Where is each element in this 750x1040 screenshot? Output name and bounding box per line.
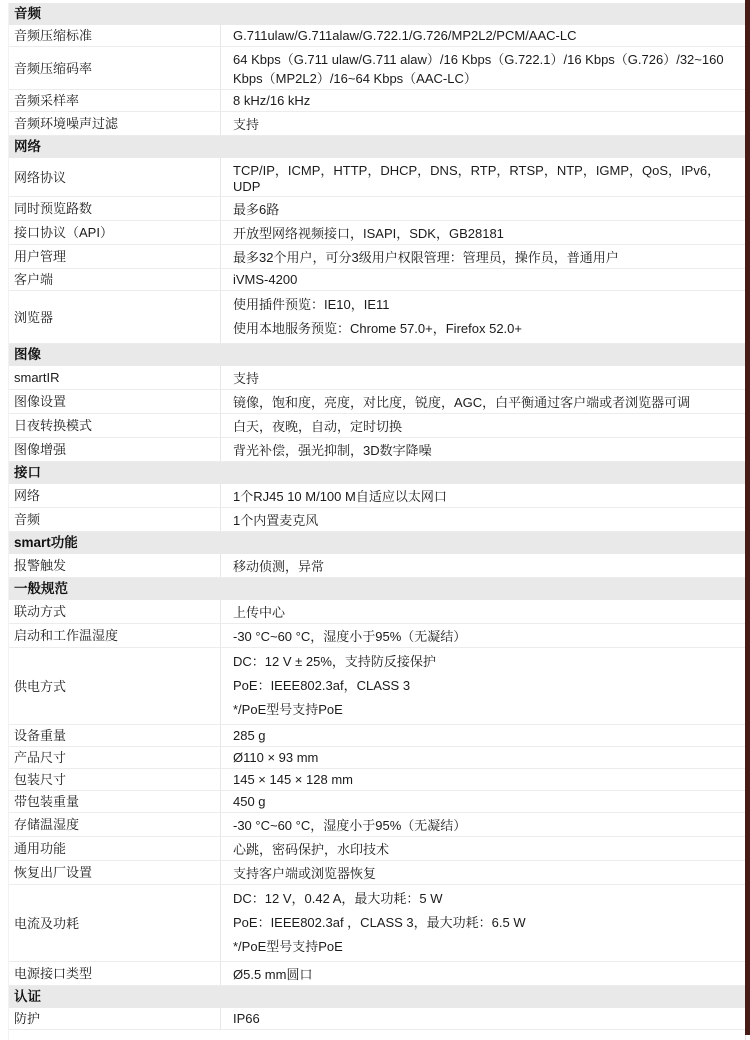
spec-row	[9, 245, 745, 269]
spec-value: 1个RJ45 10 M/100 M自适应以太网口	[220, 484, 745, 507]
spec-row	[9, 484, 745, 508]
spec-value	[220, 648, 745, 724]
page-edge-strip	[745, 0, 750, 1035]
spec-value-line: DC：12 V，0.42 A，最大功耗：5 W	[233, 891, 443, 906]
spec-label: 供电方式	[14, 678, 67, 694]
spec-value-line: 使用插件预览：IE10，IE11	[233, 297, 390, 312]
spec-value-line: 使用本地服务预览：Chrome 57.0+，Firefox 52.0+	[233, 321, 522, 336]
spec-value: Ø110 × 93 mm	[220, 747, 745, 768]
spec-value: 白天，夜晚，自动，定时切换	[220, 414, 745, 437]
section-header-certification: 认证	[9, 986, 745, 1008]
spec-value: 心跳，密码保护，水印技术	[220, 837, 745, 860]
spec-label: 网络协议	[14, 169, 67, 185]
section-header-interface: 接口	[9, 462, 745, 484]
spec-row	[9, 962, 745, 986]
spec-value: Ø5.5 mm圆口	[220, 962, 745, 985]
spec-value: 450 g	[220, 791, 745, 812]
spec-label: 图像增强	[14, 442, 67, 457]
spec-value: 支持	[220, 112, 745, 135]
spec-label: 包装尺寸	[14, 772, 67, 787]
spec-row	[9, 112, 745, 136]
spec-row	[9, 600, 745, 624]
spec-row	[9, 508, 745, 532]
section-header-general: 一般规范	[9, 578, 745, 600]
spec-row	[9, 366, 745, 390]
spec-label: 防护	[14, 1011, 41, 1026]
spec-label: smartIR	[14, 370, 60, 385]
spec-row	[9, 197, 745, 221]
spec-label: 音频采样率	[14, 93, 80, 108]
spec-value: 上传中心	[220, 600, 745, 623]
spec-value: 镜像，饱和度，亮度，对比度，锐度，AGC，白平衡通过客户端或者浏览器可调	[220, 390, 745, 413]
spec-value: 移动侦测，异常	[220, 554, 745, 577]
spec-row	[9, 291, 745, 344]
spec-value-line: PoE：IEEE802.3af ，CLASS 3，最大功耗：6.5 W	[233, 915, 526, 930]
spec-value: IP66	[220, 1008, 745, 1029]
spec-value: 支持客户端或浏览器恢复	[220, 861, 745, 884]
spec-label: 存储温湿度	[14, 817, 80, 832]
spec-label: 同时预览路数	[14, 201, 93, 216]
spec-value: 8 kHz/16 kHz	[220, 90, 745, 111]
spec-row	[9, 269, 745, 291]
spec-value: 支持	[220, 366, 745, 389]
spec-row	[9, 390, 745, 414]
table-tail-stub	[9, 1030, 745, 1040]
spec-value: G.711ulaw/G.711alaw/G.722.1/G.726/MP2L2/PCM/AAC-LC	[220, 25, 745, 46]
spec-value: 最多32个用户，可分3级用户权限管理：管理员，操作员，普通用户	[220, 245, 745, 268]
spec-value-line: DC：12 V ± 25%，支持防反接保护	[233, 654, 436, 669]
spec-label: 音频	[14, 512, 41, 527]
spec-row	[9, 25, 745, 47]
spec-value-line: */PoE型号支持PoE	[233, 939, 343, 954]
spec-row	[9, 414, 745, 438]
section-header-audio: 音频	[9, 3, 745, 25]
spec-row	[9, 725, 745, 747]
spec-label: 音频压缩标准	[14, 28, 93, 43]
spec-label: 启动和工作温湿度	[14, 628, 119, 643]
spec-label: 电流及功耗	[14, 915, 80, 931]
spec-row	[9, 813, 745, 837]
spec-label: 通用功能	[14, 841, 67, 856]
spec-row	[9, 769, 745, 791]
spec-label: 浏览器	[14, 309, 54, 325]
spec-row	[9, 158, 745, 197]
spec-value: iVMS-4200	[220, 269, 745, 290]
spec-label: 接口协议（API）	[14, 225, 113, 240]
spec-value: 64 Kbps（G.711 ulaw/G.711 alaw）/16 Kbps（G.722.1）/16 Kbps（G.726）/32~160 Kbps（MP2L2）/16~64 Kbps（AAC-LC）	[220, 47, 745, 89]
spec-value: 145 × 145 × 128 mm	[220, 769, 745, 790]
spec-row	[9, 791, 745, 813]
spec-value: 285 g	[220, 725, 745, 746]
spec-label: 恢复出厂设置	[14, 865, 93, 880]
spec-row	[9, 554, 745, 578]
spec-value: -30 °C~60 °C，湿度小于95%（无凝结）	[220, 624, 745, 647]
spec-row	[9, 221, 745, 245]
spec-row	[9, 837, 745, 861]
spec-label: 带包装重量	[14, 794, 80, 809]
spec-table	[8, 3, 746, 1040]
spec-value: 背光补偿，强光抑制，3D数字降噪	[220, 438, 745, 461]
spec-label: 音频压缩码率	[14, 60, 93, 76]
spec-label: 图像设置	[14, 394, 67, 409]
section-header-smart: smart功能	[9, 532, 745, 554]
spec-row	[9, 747, 745, 769]
spec-label: 网络	[14, 488, 41, 503]
spec-value	[220, 885, 745, 961]
section-header-network: 网络	[9, 136, 745, 158]
spec-value-line: PoE：IEEE802.3af，CLASS 3	[233, 678, 411, 693]
spec-value	[220, 291, 745, 343]
spec-row	[9, 648, 745, 725]
spec-row	[9, 1008, 745, 1030]
spec-row	[9, 861, 745, 885]
spec-label: 音频环境噪声过滤	[14, 116, 119, 131]
spec-label: 电源接口类型	[14, 966, 93, 981]
spec-label: 客户端	[14, 272, 54, 287]
spec-value: 开放型网络视频接口，ISAPI，SDK，GB28181	[220, 221, 745, 244]
spec-value: 最多6路	[220, 197, 745, 220]
spec-label: 报警触发	[14, 558, 67, 573]
spec-value: 1个内置麦克风	[220, 508, 745, 531]
spec-label: 设备重量	[14, 728, 67, 743]
spec-value: -30 °C~60 °C，湿度小于95%（无凝结）	[220, 813, 745, 836]
spec-label: 联动方式	[14, 604, 67, 619]
spec-label: 日夜转换模式	[14, 418, 93, 433]
spec-row	[9, 90, 745, 112]
spec-row	[9, 885, 745, 962]
spec-row	[9, 624, 745, 648]
spec-label: 用户管理	[14, 249, 67, 264]
section-header-image: 图像	[9, 344, 745, 366]
spec-value-line: */PoE型号支持PoE	[233, 702, 343, 717]
spec-row	[9, 47, 745, 90]
spec-value: TCP/IP，ICMP，HTTP，DHCP，DNS，RTP，RTSP，NTP，IGMP，QoS，IPv6，UDP	[220, 158, 745, 196]
spec-label: 产品尺寸	[14, 750, 67, 765]
spec-row	[9, 438, 745, 462]
